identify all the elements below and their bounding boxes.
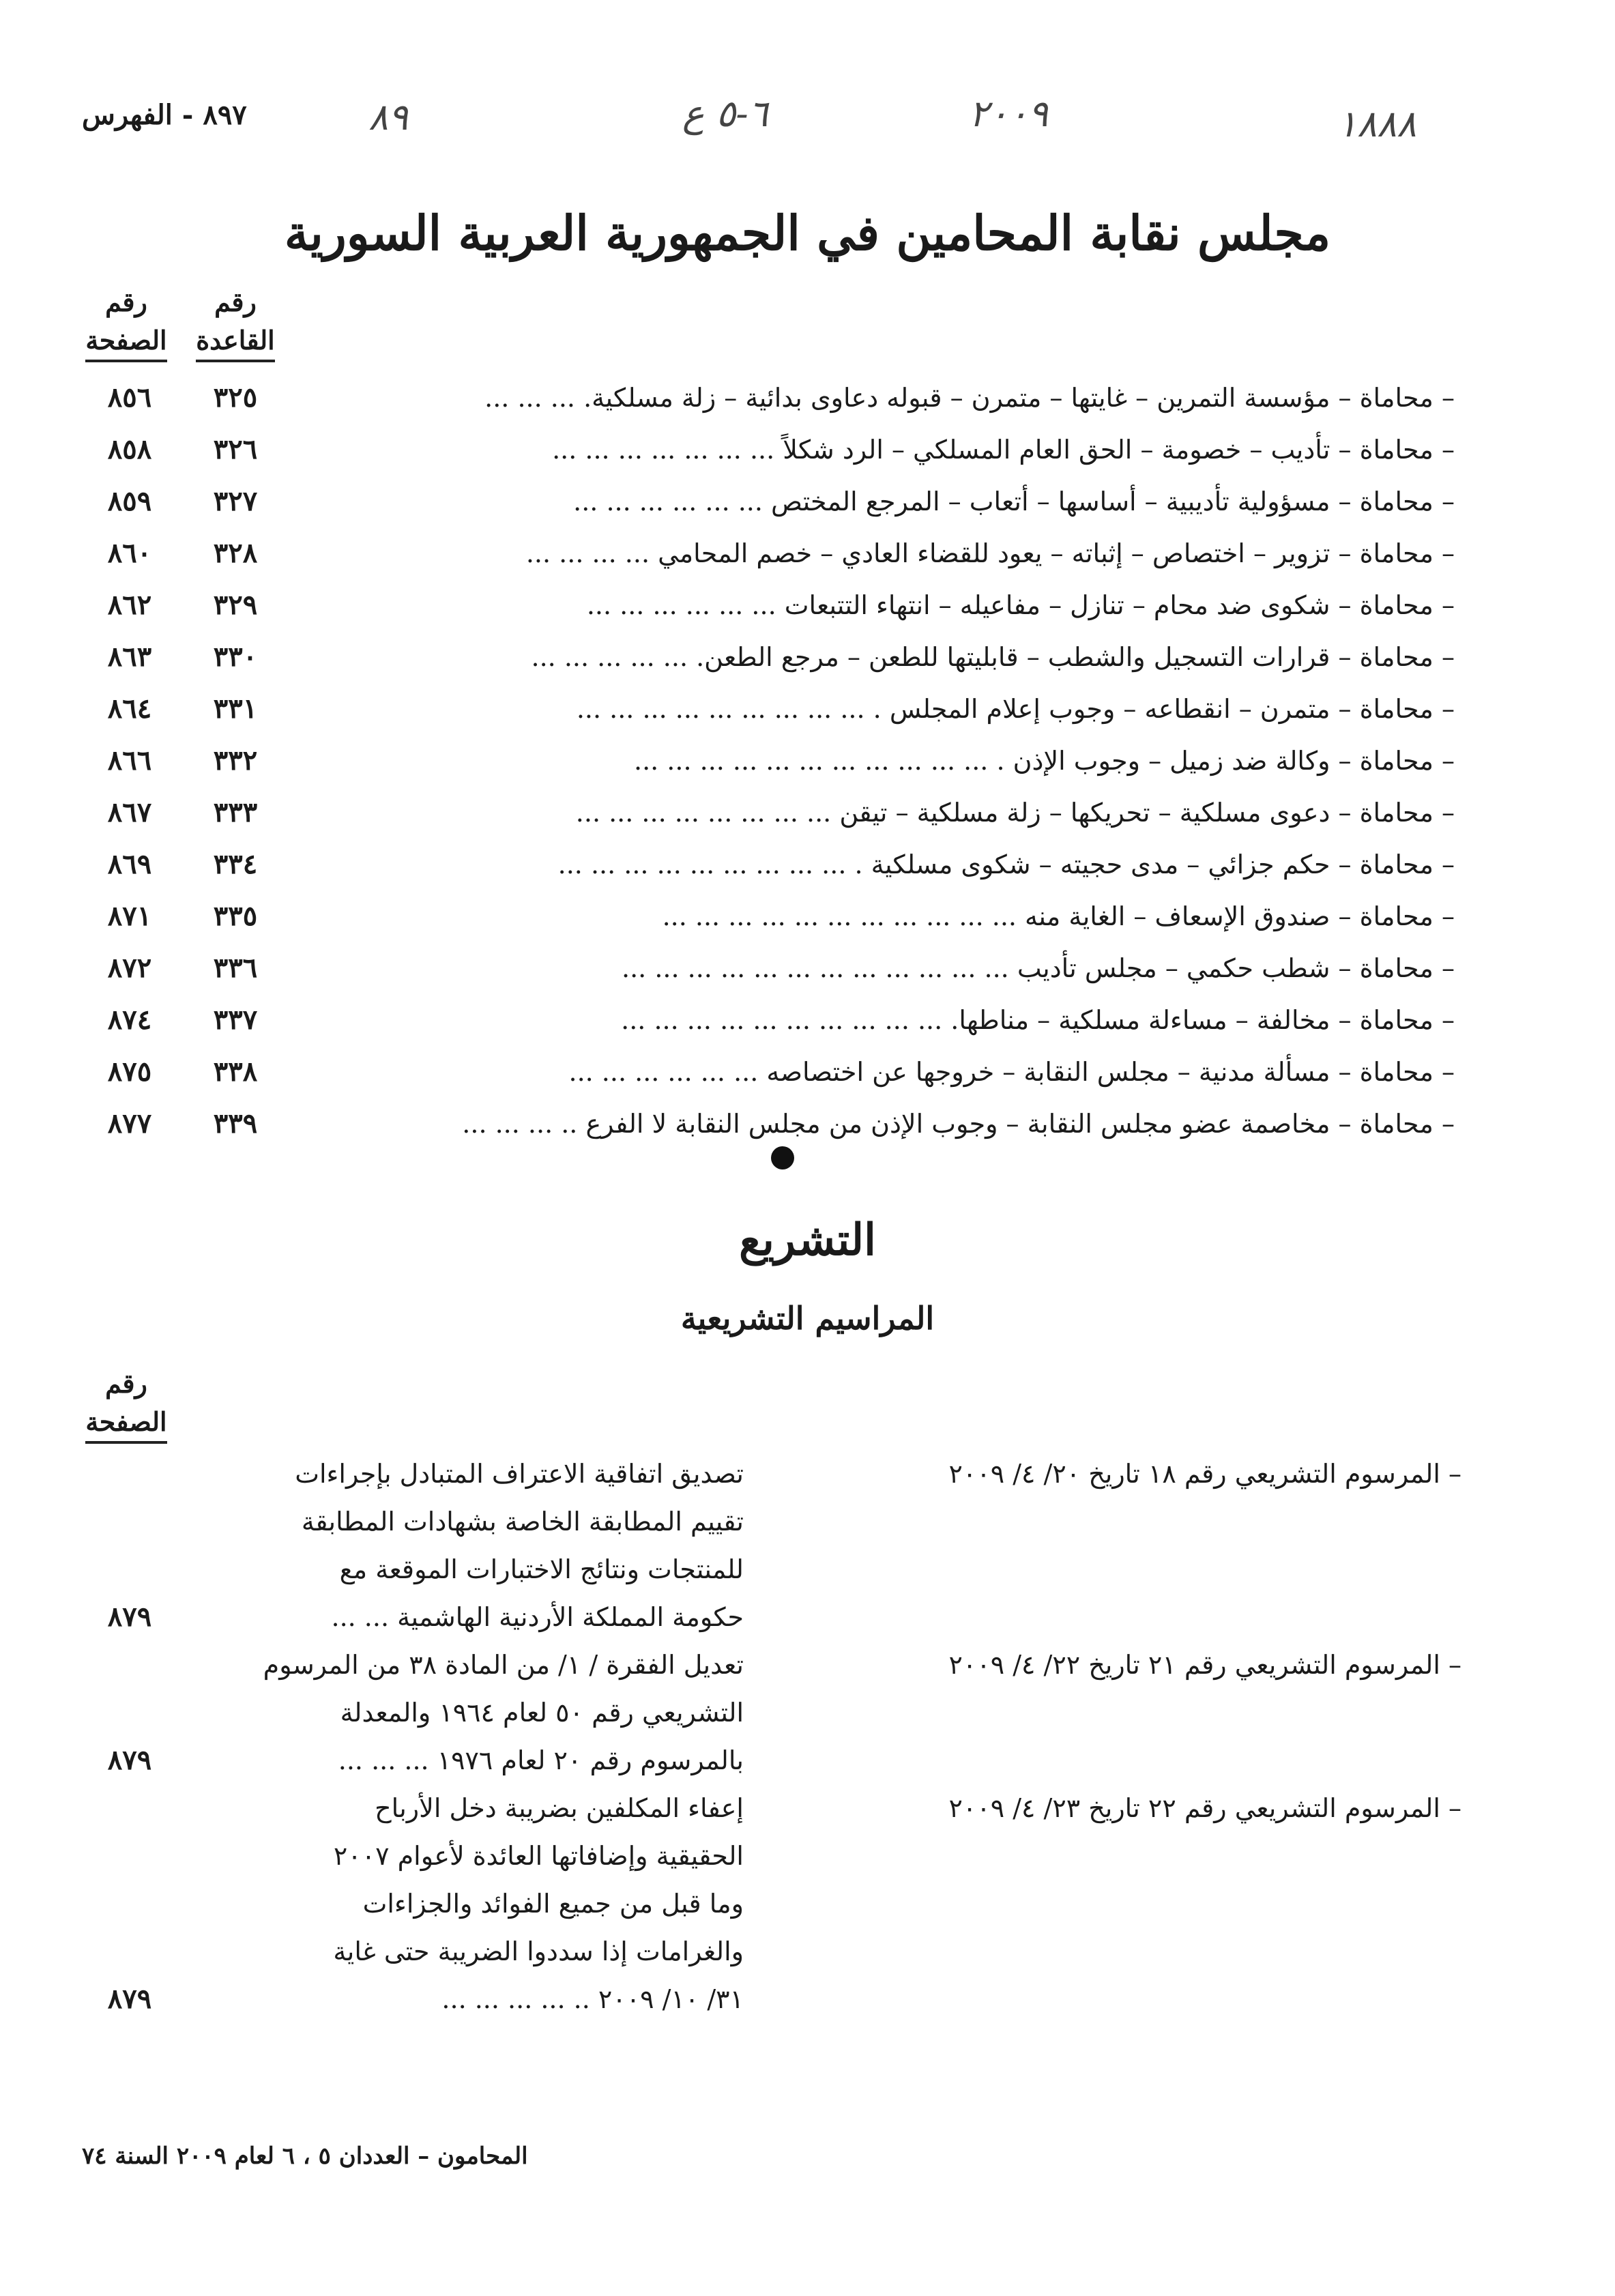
toc-rule-number: ٣٣١ xyxy=(213,693,258,725)
toc-rule-number: ٣٣٥ xyxy=(213,900,258,932)
legislation-page-header-line1: رقم xyxy=(105,1368,147,1399)
toc-entry-text: – محاماة – متمرن – انقطاعه – وجوب إعلام المجلس . ... ... ... ... ... ... ... ... ... xyxy=(576,694,1455,724)
toc-row xyxy=(0,787,1615,839)
toc-rule-number: ٣٣٧ xyxy=(213,1004,258,1036)
toc-rule-number: ٣٢٧ xyxy=(213,485,258,517)
toc-row xyxy=(0,683,1615,735)
toc-page-number: ٨٧٥ xyxy=(107,1056,152,1088)
toc-page-number: ٨٧١ xyxy=(107,900,152,932)
decree-label: – المرسوم التشريعي رقم ١٨ تاريخ ٢٠/ ٤/ ٢٠٠٩ xyxy=(948,1459,1461,1489)
toc-entry-text: – محاماة – وكالة ضد زميل – وجوب الإذن . ... ... ... ... ... ... ... ... ... ... ... xyxy=(633,746,1455,776)
toc-rule-number: ٣٣٢ xyxy=(213,744,258,776)
decree-description xyxy=(218,1450,744,1641)
decree-line: تصديق اتفاقية الاعتراف المتبادل بإجراءات xyxy=(295,1459,744,1489)
decree-line: تعديل الفقرة / ١/ من المادة ٣٨ من المرسوم xyxy=(263,1650,744,1680)
toc-row xyxy=(0,631,1615,683)
toc-rule-number: ٣٢٥ xyxy=(213,381,258,413)
toc-entry-text: – محاماة – تأديب – خصومة – الحق العام المسلكي – الرد شكلاً ... ... ... ... ... ... ... xyxy=(552,435,1455,465)
toc-page-number: ٨٥٩ xyxy=(107,485,152,517)
toc-row xyxy=(0,476,1615,527)
toc-page-number: ٨٥٦ xyxy=(107,381,152,413)
rule-number-header-line2: القاعدة xyxy=(196,321,274,362)
toc-entry-text: – محاماة – حكم جزائي – مدى حجيته – شكوى مسلكية . ... ... ... ... ... ... ... ... ... xyxy=(557,849,1455,880)
toc-page-number: ٨٦٩ xyxy=(107,848,152,880)
toc-page-number: ٨٦٦ xyxy=(107,744,152,776)
handwritten-note-4: ١٨٨٨ xyxy=(1337,102,1417,145)
legislation-subtitle: المراسيم التشريعية xyxy=(680,1300,935,1337)
running-header: ٨٩٧ - الفهرس xyxy=(82,99,247,131)
toc-row xyxy=(0,1098,1615,1150)
toc-row xyxy=(0,372,1615,424)
decree-line: حكومة المملكة الأردنية الهاشمية ... ... xyxy=(331,1602,744,1632)
toc-row xyxy=(0,839,1615,890)
toc-entry-text: – محاماة – صندوق الإسعاف – الغاية منه ... ... ... ... ... ... ... ... ... ... ... xyxy=(662,901,1455,931)
toc-entry-text: – محاماة – مخاصمة عضو مجلس النقابة – وجوب الإذن من مجلس النقابة لا الفرع .. ... ... ... xyxy=(462,1109,1455,1139)
page-title: مجلس نقابة المحامين في الجمهورية العربية السورية xyxy=(284,205,1331,261)
toc-page-number: ٨٦٣ xyxy=(107,641,152,673)
toc-page-number: ٨٦٠ xyxy=(107,537,152,569)
page-footer: المحامون – العددان ٥ ، ٦ لعام ٢٠٠٩ السنة ٧٤ xyxy=(82,2142,528,2170)
toc-rule-number: ٣٣٠ xyxy=(213,641,258,673)
decree-page-number: ٨٧٩ xyxy=(107,1601,152,1633)
decree-label: – المرسوم التشريعي رقم ٢٢ تاريخ ٢٣/ ٤/ ٢٠٠٩ xyxy=(948,1793,1461,1823)
toc-page-number: ٨٧٢ xyxy=(107,952,152,984)
decree-line: بالمرسوم رقم ٢٠ لعام ١٩٧٦ ... ... ... xyxy=(338,1745,744,1775)
toc-row xyxy=(0,735,1615,787)
toc-row xyxy=(0,424,1615,476)
toc-entry-text: – محاماة – مسألة مدنية – مجلس النقابة – خروجها عن اختصاصه ... ... ... ... ... ... xyxy=(568,1057,1455,1087)
toc-rule-number: ٣٣٦ xyxy=(213,952,258,984)
toc-row xyxy=(0,890,1615,942)
toc-page-number: ٨٧٧ xyxy=(107,1107,152,1139)
toc-entry-text: – محاماة – قرارات التسجيل والشطب – قابليتها للطعن – مرجع الطعن. ... ... ... ... ... xyxy=(531,642,1455,672)
legislation-page-header-line2: الصفحة xyxy=(85,1403,166,1444)
page-number-header-line2: الصفحة xyxy=(85,321,166,362)
toc-entry-text: – محاماة – مخالفة – مساءلة مسلكية – مناطها. ... ... ... ... ... ... ... ... ... ... xyxy=(621,1005,1455,1035)
section-separator-dot xyxy=(771,1146,794,1169)
decree-line: الحقيقية وإضافاتها العائدة لأعوام ٢٠٠٧ xyxy=(333,1841,744,1871)
toc-rule-number: ٣٣٣ xyxy=(213,796,258,828)
decree-line: تقييم المطابقة الخاصة بشهادات المطابقة xyxy=(301,1507,744,1537)
legislation-title: التشريع xyxy=(739,1215,876,1266)
toc-rule-number: ٣٣٨ xyxy=(213,1056,258,1088)
handwritten-note-3: ٢٠٠٩ xyxy=(969,92,1049,135)
toc-row xyxy=(0,579,1615,631)
decree-page-number: ٨٧٩ xyxy=(107,1744,152,1776)
toc-page-number: ٨٥٨ xyxy=(107,433,152,465)
toc-entry-text: – محاماة – تزوير – اختصاص – إثباته – يعود للقضاء العادي – خصم المحامي ... ... ... ... xyxy=(525,538,1455,568)
decree-page-number: ٨٧٩ xyxy=(107,1983,152,2015)
page-number-header-line1: رقم xyxy=(105,287,147,317)
decree-line: للمنتجات ونتائج الاختبارات الموقعة مع xyxy=(339,1554,744,1584)
toc-row xyxy=(0,1046,1615,1098)
toc-row xyxy=(0,994,1615,1046)
toc-page-number: ٨٦٤ xyxy=(107,693,152,725)
toc-row xyxy=(0,942,1615,994)
decree-line: وما قبل من جميع الفوائد والجزاءات xyxy=(362,1889,744,1919)
toc-rule-number: ٣٣٤ xyxy=(213,848,258,880)
handwritten-note-2: ٦-٥ ع xyxy=(682,92,768,135)
decree-line: ٣١/ ١٠/ ٢٠٠٩ .. ... ... ... ... xyxy=(441,1984,744,2014)
decree-line: والغرامات إذا سددوا الضريبة حتى غاية xyxy=(333,1936,744,1966)
toc-rule-number: ٣٣٩ xyxy=(213,1107,258,1139)
decree-line: إعفاء المكلفين بضريبة دخل الأرباح xyxy=(375,1793,744,1823)
toc-page-number: ٨٦٧ xyxy=(107,796,152,828)
toc-page-number: ٨٦٢ xyxy=(107,589,152,621)
toc-row xyxy=(0,527,1615,579)
decree-line: التشريعي رقم ٥٠ لعام ١٩٦٤ والمعدلة xyxy=(340,1698,744,1728)
toc-rule-number: ٣٢٩ xyxy=(213,589,258,621)
decree-label: – المرسوم التشريعي رقم ٢١ تاريخ ٢٢/ ٤/ ٢٠٠٩ xyxy=(948,1650,1461,1680)
decree-description xyxy=(218,1784,744,2023)
decree-description xyxy=(218,1641,744,1784)
handwritten-note-1: ٨٩ xyxy=(368,96,409,139)
toc-rule-number: ٣٢٨ xyxy=(213,537,258,569)
toc-entry-text: – محاماة – دعوى مسلكية – تحريكها – زلة مسلكية – تيقن ... ... ... ... ... ... ... ... xyxy=(575,798,1455,828)
rule-number-header xyxy=(181,283,290,362)
page-number-header xyxy=(72,283,181,362)
toc-page-number: ٨٧٤ xyxy=(107,1004,152,1036)
toc-entry-text: – محاماة – شكوى ضد محام – تنازل – مفاعيله – انتهاء التتبعات ... ... ... ... ... ... xyxy=(586,590,1455,620)
legislation-page-header xyxy=(72,1365,181,1444)
toc-rule-number: ٣٢٦ xyxy=(213,433,258,465)
rule-number-header-line1: رقم xyxy=(214,287,257,317)
toc-entry-text: – محاماة – شطب حكمي – مجلس تأديب ... ... ... ... ... ... ... ... ... ... ... ... xyxy=(622,953,1455,983)
toc-entry-text: – محاماة – مسؤولية تأديبية – أساسها – أتعاب – المرجع المختص ... ... ... ... ... ... xyxy=(573,486,1455,517)
toc-entry-text: – محاماة – مؤسسة التمرين – غايتها – متمرن – قبوله دعاوى بدائية – زلة مسلكية. ... ... ... xyxy=(484,383,1455,413)
